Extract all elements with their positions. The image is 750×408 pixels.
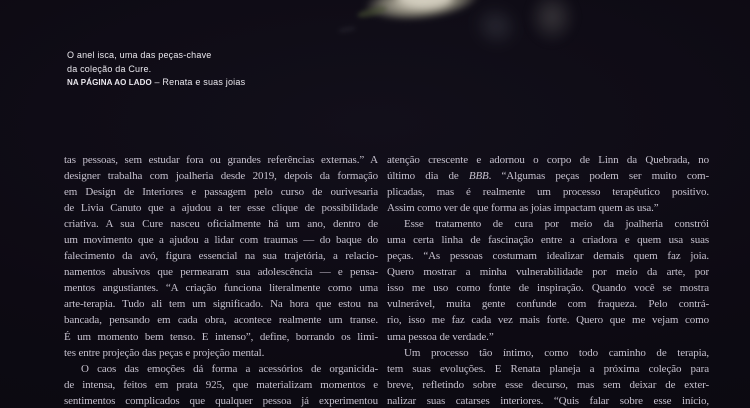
text-line: Quero mostrar a minha vulnerabilidade por meio da arte, por xyxy=(387,266,709,279)
text-line: de intensa, feitos em prata 925, que materializam momentos e xyxy=(64,378,378,391)
text-line: isso me uso como fonte de inspiração. Quando você se mostra xyxy=(387,282,709,295)
text-line: O caos das emoções dá forma a acessórios de organicida- xyxy=(81,362,378,375)
text-line: rio, isso me faz cada vez mais forte. Quero que me vejam como xyxy=(387,314,709,327)
text-line: vulnerável, muita gente confunde com fraqueza. Pelo contrá- xyxy=(387,298,709,311)
caption-line-3 xyxy=(67,76,245,90)
text-line: sentimentos complicados que qualquer pessoa já experimentou xyxy=(64,394,378,407)
text-line: É um momento bem tenso. E intenso”, define, borrando os limi- xyxy=(64,330,378,343)
text-line: mentos angustiantes. “A criação funciona literalmente como uma xyxy=(64,282,378,295)
text-line: falecimento da avó, figura essencial na sua trajetória, a relacio- xyxy=(64,250,378,263)
text-line: bancada, pensando em cada obra, acontece realmente um transe. xyxy=(64,314,378,327)
text-line: atenção crescente e adornou o corpo de Linn da Quebrada, no xyxy=(387,154,709,166)
photo-caption xyxy=(67,49,245,90)
text-line: plicadas, mas é realmente um processo terapêutico positivo. xyxy=(387,186,709,199)
text-line: último dia de BBB. “Algumas peças podem ser muito com- xyxy=(387,170,709,183)
text-line: namentos abusivos que permearam sua adolescência — e pensa- xyxy=(64,266,378,279)
text-line: arte-terapia. Tudo ali tem um significado. Na hora que estou na xyxy=(64,298,378,311)
photo-shadow xyxy=(465,0,527,56)
text-line: em Design de Interiores e passagem pelo curso de ourivesaria xyxy=(64,186,378,199)
right-text-column xyxy=(387,152,709,408)
text-line: de Livia Canuto que a ajudou a ter esse clique de possibilidade xyxy=(64,202,378,215)
left-text-column xyxy=(64,152,378,408)
text-line: tas pessoas, sem estudar fora ou grandes referências externas.” A xyxy=(64,154,378,166)
text-line: tes entre projeção das peças e projeção mental. xyxy=(64,346,265,359)
text-line: um movimento que a ajudou a lidar com traumas — do baque do xyxy=(64,234,378,247)
caption-line-2: da coleção da Cure. xyxy=(67,63,152,74)
caption-credit: – Renata e suas joias xyxy=(151,77,246,87)
text-line: uma pessoa de verdade.” xyxy=(387,330,494,343)
caption-label: NA PÁGINA AO LADO xyxy=(67,78,152,87)
caption-line-1: O anel isca, uma das peças-chave xyxy=(67,50,212,60)
text-line: Assim como ver de que forma as joias impactam quem as usa.” xyxy=(387,202,659,215)
text-line: tem suas evoluções. E Renata planeja a próxima coleção para xyxy=(387,362,709,375)
photo-smudge xyxy=(338,25,357,33)
text-line: Um processo tão íntimo, como todo caminho de terapia, xyxy=(404,346,709,359)
text-line: designer trabalha com joalheria desde 2019, depois da formação xyxy=(64,170,378,183)
text-line: peças. “As pessoas costumam idealizar demais quem faz joia. xyxy=(387,250,709,263)
text-line: nalizar suas catarses interiores. “Quis falar sobre esse início, xyxy=(387,394,709,407)
text-line: breve, refletindo sobre esse decurso, mas sem deixar de exter- xyxy=(387,378,709,391)
photo-wisp xyxy=(528,0,576,44)
text-line: uma certa linha de fascinação entre a criadora e quem usa suas xyxy=(387,234,709,247)
text-line: Esse tratamento de cura por meio da joalheria constrói xyxy=(404,218,709,231)
text-line: criativa. A sua Cure nasceu oficialmente há um ano, dentro de xyxy=(64,218,378,231)
